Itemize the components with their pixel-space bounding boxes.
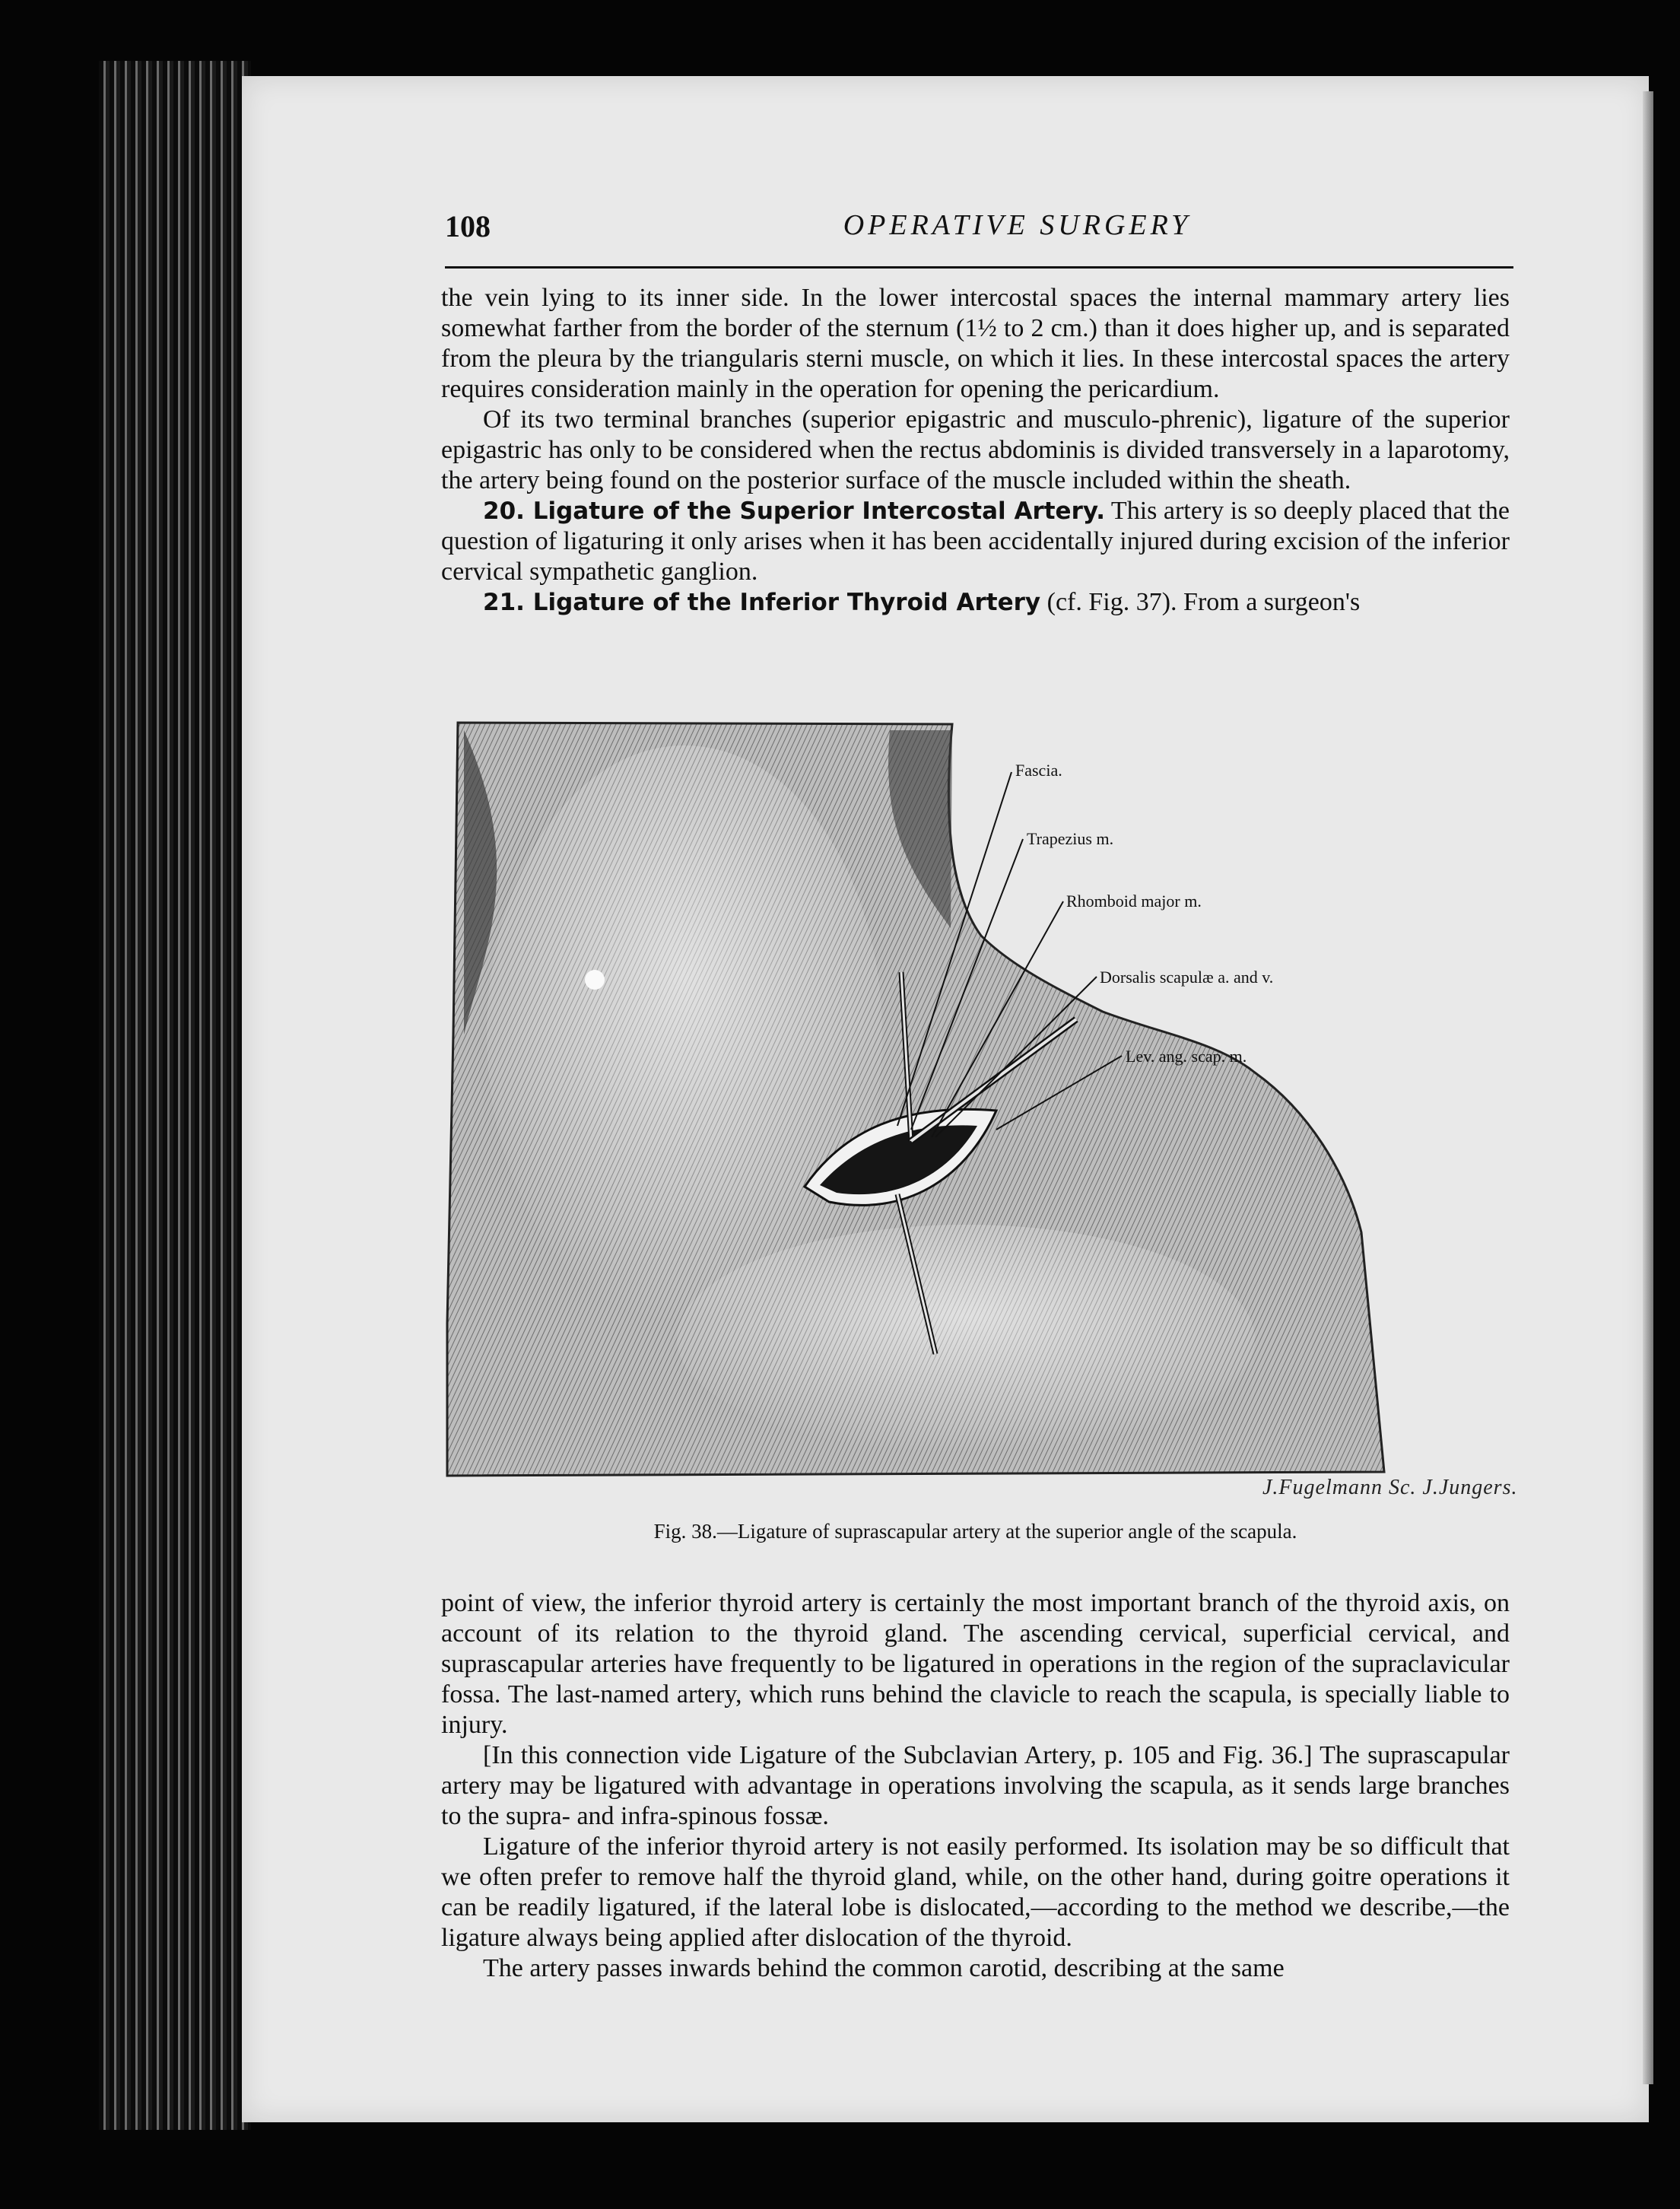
paragraph: Ligature of the inferior thyroid artery is not easily performed. Its isolation may be so difficult that we often prefer to remove half the thyroid gland, while, on the other hand, during goitre operations it can be readily ligatured, if the lateral lobe is dislocated,—according to the method we describe,—the ligature always being applied after dislocation of the thyroid.: [441, 1832, 1510, 1952]
paragraph: The artery passes inwards behind the common carotid, describing at the same: [483, 1954, 1285, 1982]
spine-highlight: [487, 745, 882, 1324]
running-title: OPERATIVE SURGERY: [843, 209, 1192, 241]
paragraph: Of its two terminal branches (superior epigastric and musculo-phrenic), ligature of the superior epigastric has only to be considered when the rectus abdominis is divided transversely in a laparotomy, the artery being found on the posterior surface of the muscle included within the sheath.: [441, 405, 1510, 494]
section-body: (cf. Fig. 37). From a surgeon's: [1046, 588, 1361, 616]
engraver-signature: J.Fugelmann Sc. J.Jungers.: [1262, 1476, 1518, 1499]
section-body: This artery is so deeply placed that the question of ligaturing it only arises when it has been accidentally injured during excision of the inferior cervical sympathetic ganglion.: [441, 497, 1510, 586]
paragraph: point of view, the inferior thyroid artery is certainly the most important branch of the thyroid axis, on account of its relation to the thyroid gland. The ascending cervical, superficial cervical, and suprascapular arteries have frequently to be ligatured in operations in the region of the supraclavicular fossa. The last-named artery, which runs behind the clavicle to reach the scapula, is specially liable to injury.: [441, 1589, 1510, 1739]
section-20: [441, 496, 1510, 587]
section-21: [441, 587, 1510, 618]
page-header: [445, 205, 1513, 269]
section-heading: 21. Ligature of the Inferior Thyroid Artery: [483, 589, 1041, 616]
paragraph: the vein lying to its inner side. In the lower intercostal spaces the internal mammary artery lies somewhat farther from the border of the sternum (1½ to 2 cm.) than it does higher up, and is separated from the pleura by the triangularis sterni muscle, on which it lies. In these intercostal spaces the artery requires consideration mainly in the operation for opening the pericardium.: [441, 284, 1510, 403]
label-rhomboid: Rhomboid major m.: [1066, 892, 1202, 911]
section-heading: 20. Ligature of the Superior Intercostal Artery.: [483, 497, 1106, 525]
figure-caption: Fig. 38.—Ligature of suprascapular artery at the superior angle of the scapula.: [653, 1520, 1297, 1543]
text-block-top: [441, 283, 1510, 618]
label-levator: Lev. ang. scap. m.: [1126, 1047, 1247, 1066]
page-right-edge: [1643, 91, 1653, 2084]
light-spot: [585, 970, 605, 990]
lower-highlight: [677, 1225, 1255, 1453]
label-dorsalis: Dorsalis scapulæ a. and v.: [1100, 968, 1274, 987]
paragraph: [In this connection vide Ligature of the Subclavian Artery, p. 105 and Fig. 36.] The suprascapular artery may be ligatured with advantage in operations involving the scapula, as it sends large branches to the supra- and infra-spinous fossæ.: [441, 1741, 1510, 1830]
label-trapezius: Trapezius m.: [1027, 829, 1114, 848]
anatomical-illustration: [433, 715, 1521, 1499]
book-page-edges: [99, 61, 251, 2130]
page-number: 108: [445, 209, 491, 243]
text-block-bottom: [441, 1588, 1510, 1984]
label-fascia: Fascia.: [1015, 761, 1062, 780]
